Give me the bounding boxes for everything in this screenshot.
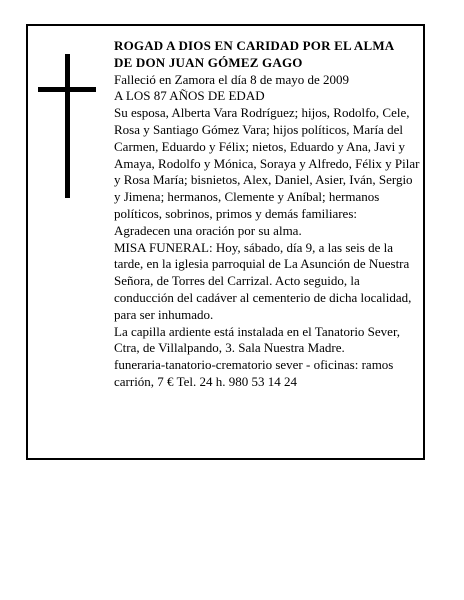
- family-paragraph: Su esposa, Alberta Vara Rodríguez; hijos, Rodolfo, Cele, Rosa y Santiago Gómez Vara; hijos políticos, María del Carmen, Eduardo y Félix; nietos, Eduardo y Ana, Javi y Amaya, Rodolfo y Mónica, Soraya y Alfredo, Félix y Pilar y Rosa María; bisnietos, Alex, Daniel, Asier, Iván, Sergio y Jimena; hermanos, Clemente y Aníbal; hermanos políticos, sobrinos, primos y demás familiares:: [114, 105, 420, 221]
- thanks-line: Agradecen una oración por su alma.: [114, 222, 302, 238]
- notice-text: [114, 38, 422, 391]
- cross-horizontal-bar: [38, 87, 96, 92]
- notice-heading-line2: DE DON JUAN GÓMEZ GAGO: [114, 54, 303, 70]
- funeral-home-line: funeraria-tanatorio-crematorio sever - oficinas: ramos carrión, 7 € Tel. 24 h. 980 53 14 24: [114, 357, 394, 389]
- notice-heading-line1: ROGAD A DIOS EN CARIDAD POR EL ALMA: [114, 38, 395, 53]
- age-line: A LOS 87 AÑOS DE EDAD: [114, 88, 265, 104]
- cross-vertical-bar: [65, 54, 70, 198]
- funeral-mass-paragraph: MISA FUNERAL: Hoy, sábado, día 9, a las seis de la tarde, en la iglesia parroquial de La Asunción de Nuestra Señora, de Torres del Carrizal. Acto seguido, la conducción del cadáver al cementerio de dicha localidad, para ser inhumado.: [114, 239, 412, 322]
- cross-icon: [38, 54, 96, 198]
- death-date-line: Falleció en Zamora el día 8 de mayo de 2009: [114, 71, 350, 87]
- chapel-paragraph: La capilla ardiente está instalada en el Tanatorio Sever, Ctra, de Villalpando, 3. Sala Nuestra Madre.: [114, 323, 401, 356]
- obituary-notice: [26, 24, 425, 460]
